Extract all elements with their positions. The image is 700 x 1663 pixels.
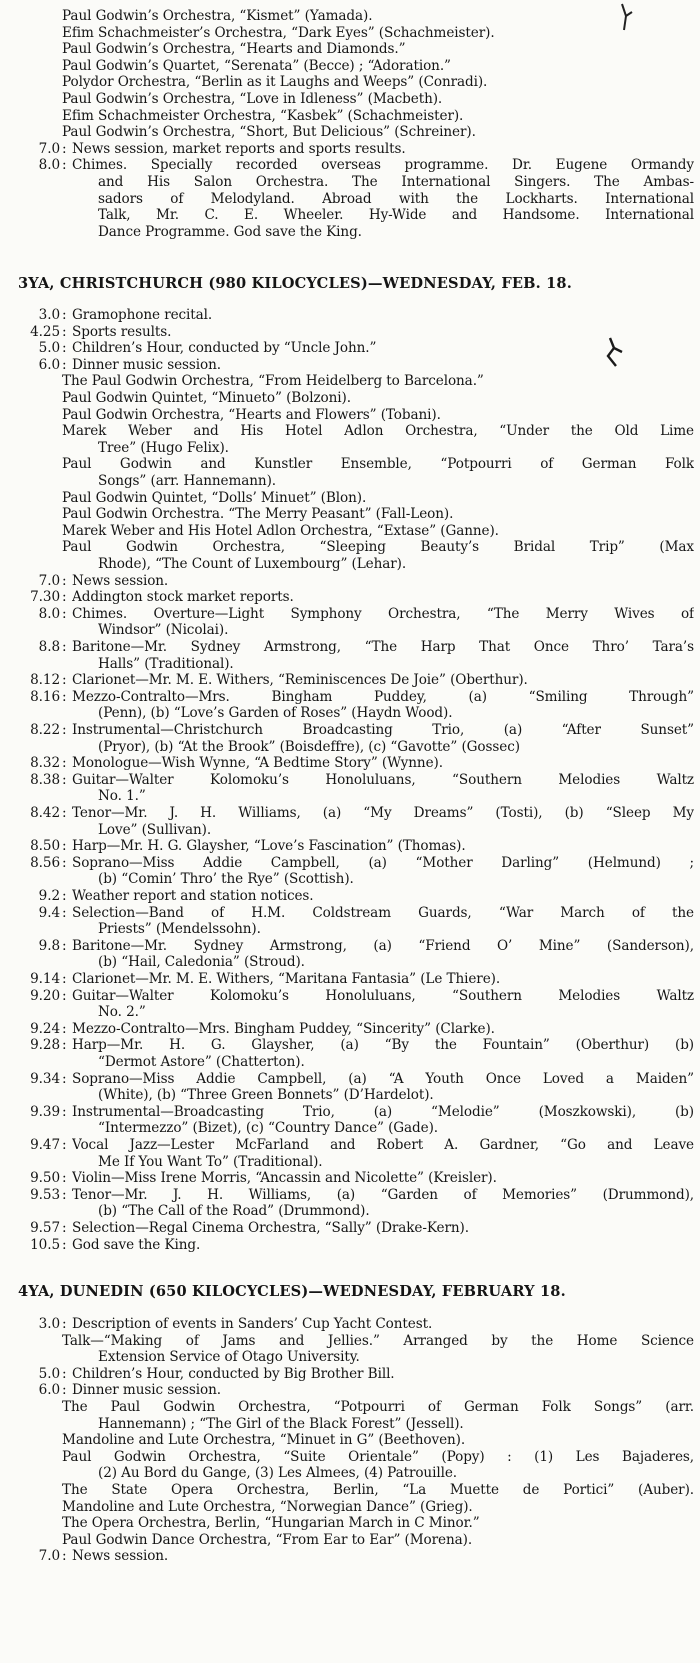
programme-line	[0, 1548, 694, 1565]
programme-text: and His Salon Orchestra. The International Singers. The Ambas-	[98, 174, 694, 190]
programme-line	[0, 1154, 694, 1171]
programme-text: Paul Godwin’s Orchestra, “Short, But Delicious” (Schreiner).	[62, 124, 476, 141]
programme-text: Dinner music session.	[72, 1382, 222, 1399]
time-separator: :	[62, 888, 67, 904]
programme-line	[0, 390, 694, 407]
programme-text: Instrumental—Christchurch Broadcasting Trio, (a) “After Sunset”	[72, 722, 694, 738]
time-separator: :	[62, 1316, 67, 1332]
programme-line	[0, 1432, 694, 1449]
time-separator: :	[62, 1137, 67, 1153]
programme-line	[0, 523, 694, 540]
programme-text: Priests” (Mendelssohn).	[98, 921, 261, 938]
programme-line	[0, 191, 694, 208]
programme-line	[0, 539, 694, 556]
programme-text: Talk—“Making of Jams and Jellies.” Arranged by the Home Science	[62, 1332, 694, 1349]
programme-text: (b) “The Call of the Road” (Drummond).	[98, 1203, 370, 1220]
programme-text: Paul Godwin’s Orchestra, “Kismet” (Yamada).	[62, 8, 373, 24]
programme-text: Halls” (Traditional).	[98, 655, 234, 672]
programme-line	[0, 556, 694, 573]
time-separator: :	[62, 1020, 67, 1037]
programme-text: Paul Godwin and Kunstler Ensemble, “Potpourri of German Folk	[62, 456, 694, 473]
programme-text: Vocal Jazz—Lester McFarland and Robert A. Gardner, “Go and Leave	[72, 1137, 694, 1153]
programme-text: Polydor Orchestra, “Berlin as it Laughs and Weeps” (Conradi).	[62, 74, 488, 91]
time-separator: :	[62, 1170, 67, 1187]
programme-line	[0, 622, 694, 639]
programme-text: No. 2.”	[98, 1004, 146, 1021]
programme-line	[0, 672, 694, 689]
programme-text: Instrumental—Broadcasting Trio, (a) “Melodie” (Moszkowski), (b)	[72, 1103, 694, 1120]
programme-line	[0, 1021, 694, 1038]
programme-line	[0, 1416, 694, 1433]
time-label: 8.16	[30, 688, 60, 705]
time-separator: :	[62, 987, 67, 1004]
programme-line	[0, 606, 694, 623]
programme-text: The State Opera Orchestra, Berlin, “La Muette de Portici” (Auber).	[62, 1482, 694, 1498]
programme-text: Children’s Hour, conducted by “Uncle John.”	[72, 340, 377, 357]
programme-line	[0, 639, 694, 656]
programme-text: Paul Godwin Orchestra, “Sleeping Beauty’s Bridal Trip” (Max	[62, 539, 694, 556]
programme-line	[0, 91, 694, 108]
time-label: 6.0	[38, 356, 60, 373]
programme-text: Soprano—Miss Addie Campbell, (a) “Mother Darling” (Helmund) ;	[72, 854, 694, 871]
time-separator: :	[62, 1365, 67, 1382]
programme-text: Dance Programme. God save the King.	[98, 223, 362, 240]
time-label: 9.4	[38, 904, 60, 921]
programme-line	[0, 1316, 694, 1333]
programme-line	[0, 1532, 694, 1549]
programme-line	[0, 25, 694, 42]
programme-line	[0, 174, 694, 191]
programme-text: (White), (b) “Three Green Bonnets” (D’Hardelot).	[98, 1087, 434, 1104]
programme-line	[0, 1220, 694, 1237]
programme-line	[0, 1449, 694, 1466]
time-label: 8.22	[30, 722, 60, 738]
time-separator: :	[62, 307, 67, 323]
programme-text: Baritone—Mr. Sydney Armstrong, (a) “Friend O’ Mine” (Sanderson),	[72, 937, 694, 954]
programme-line	[0, 8, 694, 25]
programme-text: Songs” (arr. Hannemann).	[98, 473, 276, 489]
time-label: 10.5	[30, 1236, 60, 1253]
programme-text: Soprano—Miss Addie Campbell, (a) “A Youth Once Loved a Maiden”	[72, 1070, 694, 1087]
programme-line	[0, 324, 694, 341]
programme-line	[0, 1515, 694, 1532]
time-label: 8.56	[30, 854, 60, 871]
time-separator: :	[62, 1070, 67, 1087]
programme-line	[0, 971, 694, 988]
programme-line	[0, 207, 694, 224]
programme-text: Paul Godwin Orchestra. “The Merry Peasant” (Fall-Leon).	[62, 506, 454, 523]
time-separator: :	[62, 672, 67, 689]
time-label: 5.0	[38, 340, 60, 357]
programme-line	[0, 871, 694, 888]
station-heading: 4YA, DUNEDIN (650 KILOCYCLES)—WEDNESDAY, FEBRUARY 18.	[18, 1283, 566, 1300]
time-label: 9.50	[30, 1170, 60, 1187]
time-label: 8.50	[30, 838, 60, 855]
programme-text: Paul Godwin Quintet, “Minueto” (Bolzoni).	[62, 390, 351, 406]
programme-line	[0, 373, 694, 390]
programme-line	[0, 822, 694, 839]
time-separator: :	[62, 1382, 67, 1399]
programme-text: Tree” (Hugo Felix).	[98, 439, 229, 456]
time-label: 8.0	[38, 605, 60, 622]
time-label: 4.25	[30, 323, 60, 340]
programme-text: (b) “Hail, Caledonia” (Stroud).	[98, 954, 305, 971]
programme-text: Paul Godwin Orchestra, “Suite Orientale” (Popy) : (1) Les Bajaderes,	[62, 1448, 694, 1465]
time-separator: :	[62, 572, 67, 589]
programme-text: Chimes. Specially recorded overseas programme. Dr. Eugene Ormandy	[72, 157, 694, 174]
time-separator: :	[62, 1103, 67, 1120]
programme-text: Tenor—Mr. J. H. Williams, (a) “My Dreams” (Tosti), (b) “Sleep My	[72, 805, 694, 821]
programme-line	[0, 473, 694, 490]
programme-line	[0, 954, 694, 971]
programme-text: Tenor—Mr. J. H. Williams, (a) “Garden of Memories” (Drummond),	[72, 1186, 694, 1203]
programme-text: Weather report and station notices.	[72, 888, 314, 904]
time-separator: :	[62, 771, 67, 788]
programme-text: Marek Weber and His Hotel Adlon Orchestra, “Extase” (Ganne).	[62, 522, 499, 539]
programme-text: Hannemann) ; “The Girl of the Black Forest” (Jessell).	[98, 1415, 464, 1432]
programme-line	[0, 157, 694, 174]
time-label: 8.0	[38, 157, 60, 174]
time-separator: :	[62, 755, 67, 772]
programme-line	[0, 1382, 694, 1399]
programme-line	[0, 1104, 694, 1121]
programme-line	[0, 456, 694, 473]
programme-line	[0, 589, 694, 606]
time-separator: :	[62, 1186, 67, 1203]
programme-line	[0, 1482, 694, 1499]
programme-text: News session.	[72, 1548, 169, 1565]
programme-line	[0, 805, 694, 822]
programme-text: (Penn), (b) “Love’s Garden of Roses” (Haydn Wood).	[98, 705, 453, 722]
time-label: 9.14	[30, 971, 60, 987]
programme-text: The Opera Orchestra, Berlin, “Hungarian March in C Minor.”	[62, 1515, 480, 1532]
programme-text: Violin—Miss Irene Morris, “Ancassin and Nicolette” (Kreisler).	[72, 1170, 497, 1187]
time-label: 9.24	[30, 1020, 60, 1037]
programme-line	[0, 838, 694, 855]
programme-text: The Paul Godwin Orchestra, “From Heidelberg to Barcelona.”	[62, 373, 484, 390]
programme-text: The Paul Godwin Orchestra, “Potpourri of German Folk Songs” (arr.	[62, 1399, 694, 1415]
programme-text: Gramophone recital.	[72, 307, 213, 323]
time-separator: :	[62, 805, 67, 821]
programme-text: Efim Schachmeister Orchestra, “Kasbek” (Schachmeister).	[62, 107, 464, 124]
time-separator: :	[62, 157, 67, 174]
programme-line	[0, 490, 694, 507]
programme-text: Clarionet—Mr. M. E. Withers, “Reminiscences De Joie” (Oberthur).	[72, 672, 528, 689]
time-label: 5.0	[38, 1365, 60, 1382]
programme-line	[0, 1004, 694, 1021]
time-label: 9.53	[30, 1186, 60, 1203]
programme-text: “Dermot Astore” (Chatterton).	[98, 1054, 305, 1070]
programme-text: Mezzo-Contralto—Mrs. Bingham Puddey, (a) “Smiling Through”	[72, 688, 694, 705]
programme-line	[0, 1333, 694, 1350]
programme-text: God save the King.	[72, 1236, 201, 1253]
programme-line	[0, 921, 694, 938]
programme-line	[0, 1465, 694, 1482]
programme-text: Children’s Hour, conducted by Big Brother Bill.	[72, 1365, 395, 1382]
time-separator: :	[62, 904, 67, 921]
programme-text: Love” (Sullivan).	[98, 821, 212, 838]
time-separator: :	[62, 589, 67, 606]
programme-line	[0, 905, 694, 922]
programme-line	[0, 1087, 694, 1104]
programme-line	[0, 1237, 694, 1254]
programme-line	[0, 888, 694, 905]
programme-line	[0, 224, 694, 241]
programme-text: (Pryor), (b) “At the Brook” (Boisdeffre), (c) “Gavotte” (Gossec)	[98, 738, 520, 755]
programme-text: Addington stock market reports.	[72, 589, 294, 606]
programme-line	[0, 124, 694, 141]
programme-text: Paul Godwin Orchestra, “Hearts and Flowers” (Tobani).	[62, 406, 441, 423]
time-label: 9.2	[38, 888, 60, 904]
programme-line	[0, 1120, 694, 1137]
time-label: 8.12	[30, 672, 60, 689]
programme-text: Baritone—Mr. Sydney Armstrong, “The Harp That Once Thro’ Tara’s	[72, 639, 694, 655]
time-separator: :	[62, 854, 67, 871]
time-label: 7.0	[38, 572, 60, 589]
time-label: 9.47	[30, 1137, 60, 1153]
programme-text: Paul Godwin Quintet, “Dolls’ Minuet” (Blon).	[62, 489, 367, 506]
programme-text: Harp—Mr. H. G. Glaysher, “Love’s Fascination” (Thomas).	[72, 838, 466, 855]
programme-text: Mandoline and Lute Orchestra, “Norwegian Dance” (Grieg).	[62, 1498, 473, 1515]
programme-text: News session.	[72, 572, 169, 589]
programme-text: Harp—Mr. H. G. Glaysher, (a) “By the Fountain” (Oberthur) (b)	[72, 1037, 694, 1054]
programme-line	[0, 656, 694, 673]
programme-line	[0, 1399, 694, 1416]
programme-line	[0, 307, 694, 324]
time-label: 7.0	[38, 140, 60, 157]
time-label: 8.32	[30, 755, 60, 772]
time-separator: :	[62, 1548, 67, 1565]
time-label: 9.34	[30, 1070, 60, 1087]
programme-text: Mandoline and Lute Orchestra, “Minuet in G” (Beethoven).	[62, 1432, 466, 1449]
time-label: 6.0	[38, 1382, 60, 1399]
time-label: 8.8	[38, 639, 60, 655]
programme-text: Marek Weber and His Hotel Adlon Orchestra, “Under the Old Lime	[62, 423, 694, 440]
programme-line	[0, 440, 694, 457]
time-separator: :	[62, 722, 67, 738]
time-separator: :	[62, 688, 67, 705]
programme-line	[0, 573, 694, 590]
programme-line	[0, 1499, 694, 1516]
programme-line	[0, 1037, 694, 1054]
programme-text: Mezzo-Contralto—Mrs. Bingham Puddey, “Sincerity” (Clarke).	[72, 1020, 495, 1037]
programme-text: “Intermezzo” (Bizet), (c) “Country Dance” (Gade).	[98, 1120, 439, 1137]
programme-line	[0, 705, 694, 722]
time-separator: :	[62, 971, 67, 987]
time-separator: :	[62, 639, 67, 655]
time-label: 3.0	[38, 307, 60, 323]
programme-line	[0, 988, 694, 1005]
programme-line	[0, 1137, 694, 1154]
time-separator: :	[62, 937, 67, 954]
programme-line	[0, 855, 694, 872]
programme-text: Me If You Want To” (Traditional).	[98, 1153, 323, 1170]
programme-line	[0, 1170, 694, 1187]
programme-text: Paul Godwin’s Orchestra, “Hearts and Diamonds.”	[62, 41, 406, 58]
programme-line	[0, 772, 694, 789]
programme-line	[0, 340, 694, 357]
time-separator: :	[62, 140, 67, 157]
programme-text: Paul Godwin Dance Orchestra, “From Ear to Ear” (Morena).	[62, 1531, 473, 1548]
time-separator: :	[62, 838, 67, 855]
programme-line	[0, 506, 694, 523]
programme-line	[0, 41, 694, 58]
programme-text: News session, market reports and sports results.	[72, 140, 406, 157]
time-label: 8.38	[30, 771, 60, 788]
programme-line	[0, 1366, 694, 1383]
programme-line	[0, 58, 694, 75]
programme-text: Monologue—Wish Wynne, “A Bedtime Story” (Wynne).	[72, 755, 443, 772]
programme-text: Guitar—Walter Kolomoku’s Honoluluans, “Southern Melodies Waltz	[72, 987, 694, 1004]
programme-line	[0, 407, 694, 424]
programme-line	[0, 689, 694, 706]
time-label: 3.0	[38, 1316, 60, 1332]
station-heading: 3YA, CHRISTCHURCH (980 KILOCYCLES)—WEDNESDAY, FEB. 18.	[18, 275, 572, 292]
programme-line	[0, 74, 694, 91]
programme-text: Description of events in Sanders’ Cup Yacht Contest.	[72, 1316, 433, 1332]
programme-line	[0, 108, 694, 125]
programme-text: Windsor” (Nicolai).	[98, 622, 229, 639]
programme-text: Extension Service of Otago University.	[98, 1349, 360, 1366]
programme-text: Rhode), “The Count of Luxembourg” (Lehar).	[98, 556, 407, 572]
programme-line	[0, 739, 694, 756]
programme-text: Talk, Mr. C. E. Wheeler. Hy-Wide and Handsome. International	[98, 207, 694, 224]
time-separator: :	[62, 1236, 67, 1253]
programme-text: Efim Schachmeister’s Orchestra, “Dark Eyes” (Schachmeister).	[62, 24, 495, 41]
programme-line	[0, 722, 694, 739]
programme-text: Sports results.	[72, 323, 172, 340]
programme-line	[0, 755, 694, 772]
time-label: 8.42	[30, 805, 60, 821]
programme-text: Chimes. Overture—Light Symphony Orchestra, “The Merry Wives of	[72, 605, 694, 622]
programme-line	[0, 1071, 694, 1088]
programme-text: Paul Godwin’s Quartet, “Serenata” (Becce) ; “Adoration.”	[62, 57, 451, 74]
programme-line	[0, 938, 694, 955]
time-label: 7.0	[38, 1548, 60, 1565]
programme-text: Paul Godwin’s Orchestra, “Love in Idleness” (Macbeth).	[62, 91, 443, 107]
programme-line	[0, 1187, 694, 1204]
programme-text: Selection—Regal Cinema Orchestra, “Sally” (Drake-Kern).	[72, 1220, 469, 1236]
programme-line	[0, 1054, 694, 1071]
time-label: 9.8	[38, 937, 60, 954]
programme-line	[0, 1349, 694, 1366]
time-separator: :	[62, 605, 67, 622]
programme-text: (2) Au Bord du Gange, (3) Les Almees, (4) Patrouille.	[98, 1465, 457, 1482]
time-label: 7.30	[30, 589, 60, 606]
programme-line	[0, 141, 694, 158]
programme-text: Selection—Band of H.M. Coldstream Guards, “War March of the	[72, 904, 694, 921]
time-separator: :	[62, 356, 67, 373]
programme-text: sadors of Melodyland. Abroad with the Lockharts. International	[98, 190, 694, 207]
programme-text: Clarionet—Mr. M. E. Withers, “Maritana Fantasia” (Le Thiere).	[72, 971, 501, 987]
programme-line	[0, 788, 694, 805]
programme-line	[0, 423, 694, 440]
time-separator: :	[62, 323, 67, 340]
time-label: 9.39	[30, 1103, 60, 1120]
programme-text: Dinner music session.	[72, 356, 222, 373]
time-separator: :	[62, 340, 67, 357]
time-separator: :	[62, 1037, 67, 1054]
programme-text: No. 1.”	[98, 788, 146, 805]
time-label: 9.20	[30, 987, 60, 1004]
programme-line	[0, 1203, 694, 1220]
time-separator: :	[62, 1220, 67, 1236]
programme-text: Guitar—Walter Kolomoku’s Honoluluans, “Southern Melodies Waltz	[72, 771, 694, 788]
programme-line	[0, 357, 694, 374]
time-label: 9.57	[30, 1220, 60, 1236]
time-label: 9.28	[30, 1037, 60, 1054]
programme-text: (b) “Comin’ Thro’ the Rye” (Scottish).	[98, 871, 354, 888]
